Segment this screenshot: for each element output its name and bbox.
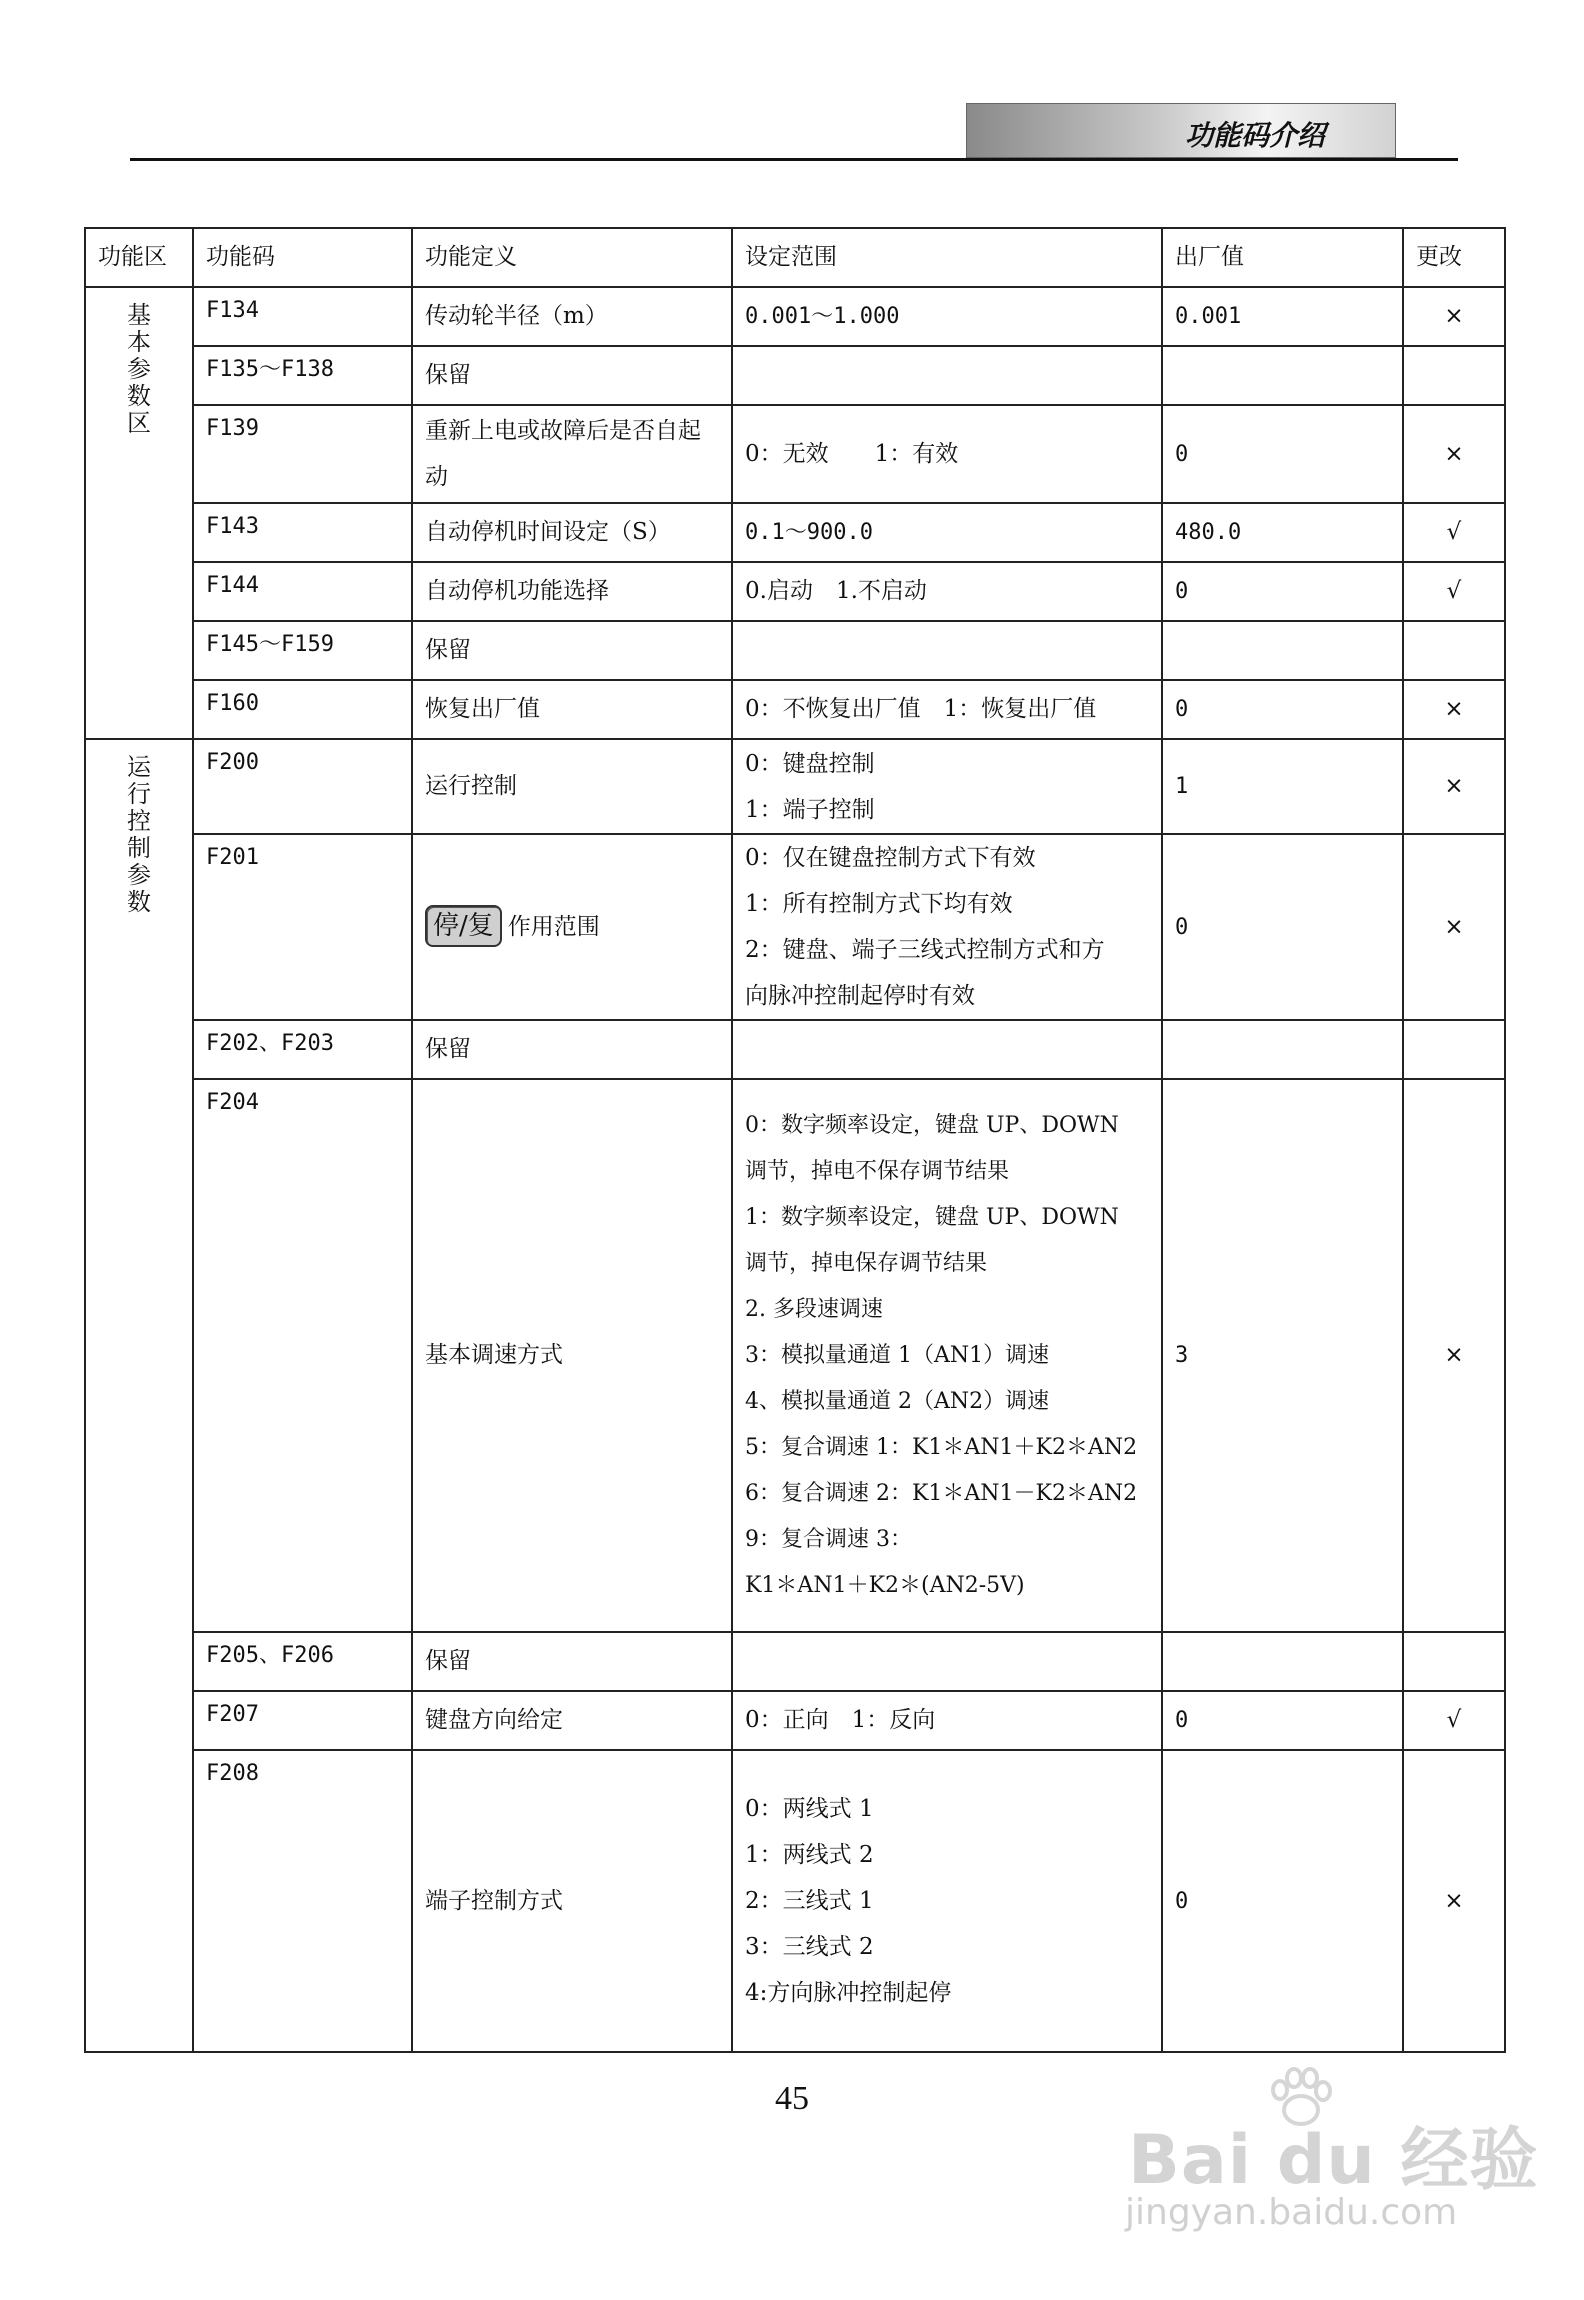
range-line: 向脉冲控制起停时有效: [745, 983, 975, 1009]
cell-change: [1403, 1020, 1505, 1079]
table-row: [85, 739, 1505, 834]
table-row: [85, 1691, 1505, 1750]
zone-basic-label: 基本参数区: [127, 301, 151, 437]
table-row: [85, 562, 1505, 621]
cell-definition: 保留: [412, 346, 732, 405]
range-line: 0：仅在键盘控制方式下有效: [745, 845, 1036, 871]
table-row: [85, 680, 1505, 739]
cell-default: 0: [1162, 405, 1403, 503]
cell-default: 0: [1162, 562, 1403, 621]
header-banner: [966, 103, 1396, 158]
cell-change: √: [1403, 562, 1505, 621]
stop-reset-key-icon: 停/复: [425, 905, 502, 947]
cell-range: 0.1～900.0: [732, 503, 1162, 562]
col-header-change: 更改: [1403, 228, 1505, 287]
cell-definition: 运行控制: [412, 739, 732, 834]
cell-range: [732, 1079, 1162, 1632]
range-line: 调节，掉电不保存调节结果: [745, 1158, 1010, 1184]
zone-run: [85, 739, 193, 2052]
cell-code: F208: [193, 1750, 412, 2052]
cell-code: F201: [193, 834, 412, 1020]
cell-range: [732, 1020, 1162, 1079]
table-row: [85, 405, 1505, 503]
cell-range: [732, 1750, 1162, 2052]
cell-change: ×: [1403, 1750, 1505, 2052]
range-line: 5：复合调速 1：K1＊AN1＋K2＊AN2: [745, 1434, 1138, 1460]
cell-default: 3: [1162, 1079, 1403, 1632]
cell-code: F204: [193, 1079, 412, 1632]
cell-code: F202、F203: [193, 1020, 412, 1079]
header-title: 功能码介绍: [1184, 119, 1325, 152]
cell-range: [732, 621, 1162, 680]
cell-code: F135～F138: [193, 346, 412, 405]
cell-range: [732, 739, 1162, 834]
cell-change: ×: [1403, 739, 1505, 834]
range-line: 1：端子控制: [745, 796, 875, 823]
cell-default: 0.001: [1162, 287, 1403, 346]
cell-change: √: [1403, 503, 1505, 562]
range-line: 3：模拟量通道 1（AN1）调速: [745, 1342, 1050, 1368]
range-line: 9：复合调速 3：: [745, 1526, 912, 1552]
cell-code: F143: [193, 503, 412, 562]
col-header-code: 功能码: [193, 228, 412, 287]
table-row: [85, 621, 1505, 680]
watermark-url: jingyan.baidu.com: [1125, 2192, 1458, 2233]
range-line: 2. 多段速调速: [745, 1296, 883, 1322]
cell-change: [1403, 621, 1505, 680]
cell-default: 0: [1162, 1691, 1403, 1750]
cell-definition: 恢复出厂值: [412, 680, 732, 739]
header-rule: [130, 158, 1458, 161]
col-header-definition: 功能定义: [412, 228, 732, 287]
cell-code: F144: [193, 562, 412, 621]
range-line: 4、模拟量通道 2（AN2）调速: [745, 1388, 1050, 1414]
cell-default: 0: [1162, 834, 1403, 1020]
cell-definition: 保留: [412, 621, 732, 680]
range-line: 1：所有控制方式下均有效: [745, 891, 1013, 917]
range-line: K1＊AN1＋K2＊(AN2-5V): [745, 1572, 1025, 1598]
cell-definition: 端子控制方式: [412, 1750, 732, 2052]
cell-definition: 自动停机时间设定（S）: [412, 503, 732, 562]
cell-change: √: [1403, 1691, 1505, 1750]
table-row: [85, 1020, 1505, 1079]
cell-definition: 基本调速方式: [412, 1079, 732, 1632]
range-line: 3：三线式 2: [745, 1934, 874, 1960]
table-row: [85, 1079, 1505, 1632]
cell-definition: 自动停机功能选择: [412, 562, 732, 621]
range-line: 6：复合调速 2：K1＊AN1－K2＊AN2: [745, 1480, 1138, 1506]
cell-default: [1162, 1632, 1403, 1691]
col-header-range: 设定范围: [732, 228, 1162, 287]
cell-default: 480.0: [1162, 503, 1403, 562]
table-row: [85, 1750, 1505, 2052]
range-line: 0：两线式 1: [745, 1796, 874, 1822]
cell-code: F200: [193, 739, 412, 834]
cell-definition: [412, 834, 732, 1020]
range-line: 2：键盘、端子三线式控制方式和方: [745, 937, 1105, 963]
table-row: [85, 834, 1505, 1020]
cell-range: 0.001～1.000: [732, 287, 1162, 346]
table-row: [85, 503, 1505, 562]
range-line: 1：数字频率设定，键盘 UP、DOWN: [745, 1204, 1119, 1230]
cell-default: [1162, 1020, 1403, 1079]
cell-definition: 键盘方向给定: [412, 1691, 732, 1750]
cell-range: 0.启动 1.不启动: [732, 562, 1162, 621]
table-row: [85, 287, 1505, 346]
cell-definition: 保留: [412, 1020, 732, 1079]
cell-code: F207: [193, 1691, 412, 1750]
zone-run-label: 运行控制参数: [127, 753, 151, 916]
watermark-brand: Bai du 经验: [1128, 2121, 1539, 2200]
cell-definition: 保留: [412, 1632, 732, 1691]
cell-code: F145～F159: [193, 621, 412, 680]
col-header-zone: 功能区: [85, 228, 193, 287]
table-header-row: [85, 228, 1505, 287]
cell-change: [1403, 346, 1505, 405]
range-line: 4:方向脉冲控制起停: [745, 1980, 952, 2006]
cell-code: F205、F206: [193, 1632, 412, 1691]
cell-range: [732, 346, 1162, 405]
cell-range: [732, 1632, 1162, 1691]
cell-range: 0：无效 1：有效: [732, 405, 1162, 503]
cell-change: ×: [1403, 680, 1505, 739]
cell-change: ×: [1403, 1079, 1505, 1632]
cell-change: [1403, 1632, 1505, 1691]
cell-definition: 传动轮半径（m）: [412, 287, 732, 346]
cell-definition: 重新上电或故障后是否自起动: [412, 405, 732, 503]
function-code-table: [84, 227, 1506, 2053]
cell-range: 0：不恢复出厂值 1：恢复出厂值: [732, 680, 1162, 739]
cell-default: 0: [1162, 1750, 1403, 2052]
cell-change: ×: [1403, 287, 1505, 346]
cell-range: [732, 834, 1162, 1020]
range-line: 1：两线式 2: [745, 1842, 874, 1868]
cell-change: ×: [1403, 834, 1505, 1020]
cell-default: 0: [1162, 680, 1403, 739]
cell-range: 0：正向 1：反向: [732, 1691, 1162, 1750]
table-row: [85, 346, 1505, 405]
cell-code: F134: [193, 287, 412, 346]
definition-text: 作用范围: [507, 913, 600, 940]
range-line: 0：键盘控制: [745, 750, 875, 777]
cell-code: F139: [193, 405, 412, 503]
col-header-default: 出厂值: [1162, 228, 1403, 287]
cell-default: [1162, 346, 1403, 405]
cell-default: 1: [1162, 739, 1403, 834]
cell-default: [1162, 621, 1403, 680]
page-number: 45: [775, 2080, 809, 2117]
cell-change: ×: [1403, 405, 1505, 503]
range-line: 调节，掉电保存调节结果: [745, 1250, 988, 1276]
range-line: 0：数字频率设定，键盘 UP、DOWN: [745, 1112, 1119, 1138]
zone-basic: [85, 287, 193, 739]
table-row: [85, 1632, 1505, 1691]
cell-code: F160: [193, 680, 412, 739]
range-line: 2：三线式 1: [745, 1888, 874, 1914]
